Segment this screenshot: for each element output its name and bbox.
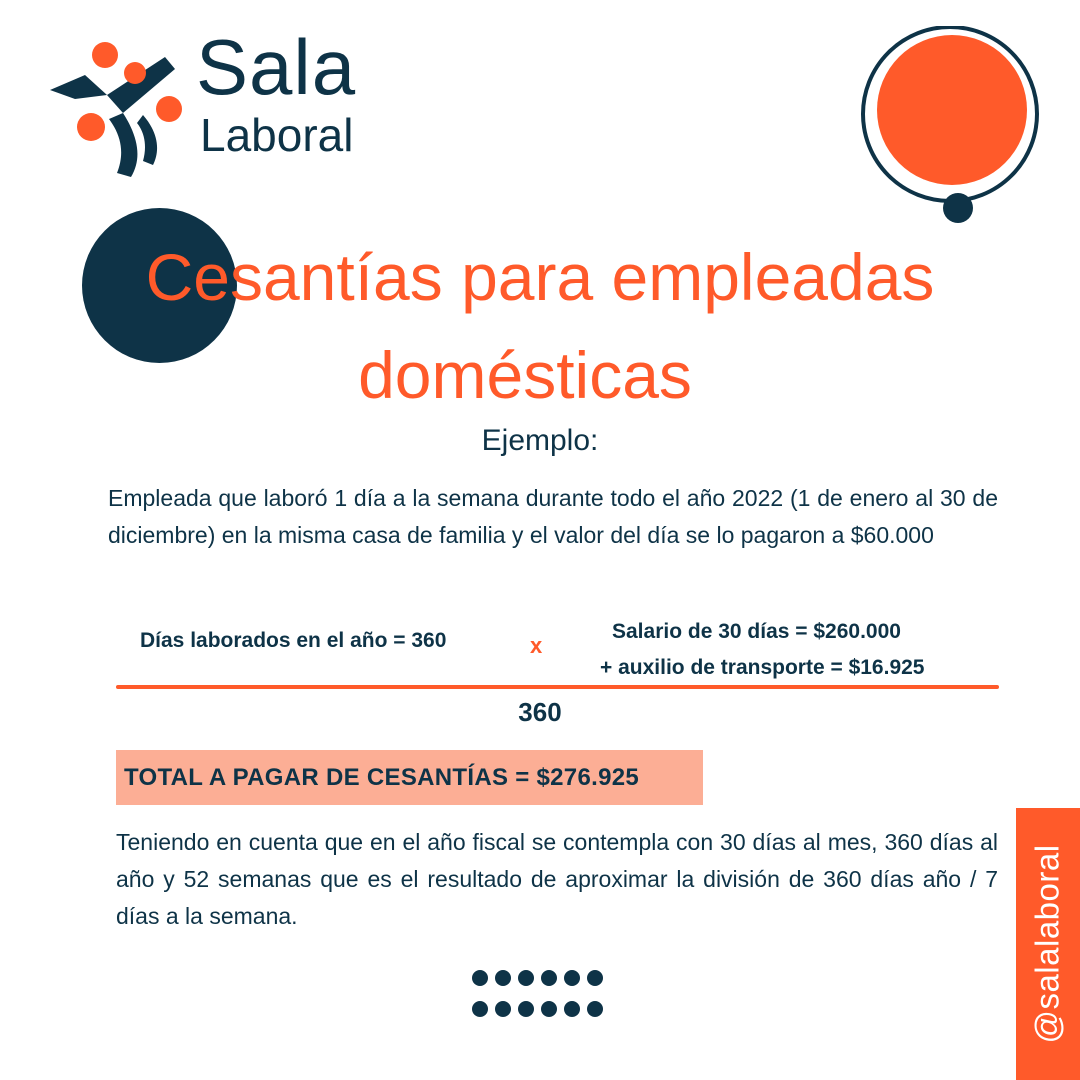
example-paragraph: Empleada que laboró 1 día a la semana durante todo el año 2022 (1 de enero al 30 de diciembre) en la misma casa de familia y el valor del día se lo pagaron a $60.000 <box>108 485 998 548</box>
dot <box>518 1001 534 1017</box>
formula-days-worked: Días laborados en el año = 360 <box>140 629 447 652</box>
note-paragraph: Teniendo en cuenta que en el año fiscal se contempla con 30 días al mes, 360 días al año y 52 semanas que es el resultado de aproximar la división de 360 días año / 7 días a la semana. <box>116 829 998 929</box>
social-handle-banner[interactable] <box>1016 808 1080 1080</box>
dot <box>564 1001 580 1017</box>
decorative-small-dot <box>943 193 973 223</box>
decorative-dot-grid <box>472 970 612 1017</box>
formula-multiply-sign: x <box>530 633 543 658</box>
page-title <box>60 228 1020 424</box>
dot <box>495 1001 511 1017</box>
formula-transport-allowance: + auxilio de transporte = $16.925 <box>600 656 925 679</box>
title-line-1: Cesantías para empleadas <box>145 240 935 314</box>
fraction-divider <box>116 685 999 689</box>
dot <box>541 1001 557 1017</box>
dot <box>587 970 603 986</box>
dot <box>541 970 557 986</box>
dot <box>472 970 488 986</box>
brand-name-laboral: Laboral <box>200 109 354 161</box>
dot <box>587 1001 603 1017</box>
decorative-ring-circle <box>860 26 1040 206</box>
subtitle: Ejemplo: <box>481 424 599 457</box>
sala-laboral-logo-icon <box>45 35 195 180</box>
social-handle-text: @salalaboral <box>1029 844 1067 1044</box>
dot <box>564 970 580 986</box>
total-text: TOTAL A PAGAR DE CESANTÍAS = $276.925 <box>124 763 640 791</box>
formula-denominator: 360 <box>518 697 562 727</box>
dot <box>495 970 511 986</box>
dot <box>518 970 534 986</box>
formula-salary: Salario de 30 días = $260.000 <box>612 620 901 643</box>
title-line-2: domésticas <box>358 338 692 412</box>
brand-name-sala: Sala <box>196 23 357 111</box>
dot <box>472 1001 488 1017</box>
total-highlight-box <box>116 750 703 805</box>
